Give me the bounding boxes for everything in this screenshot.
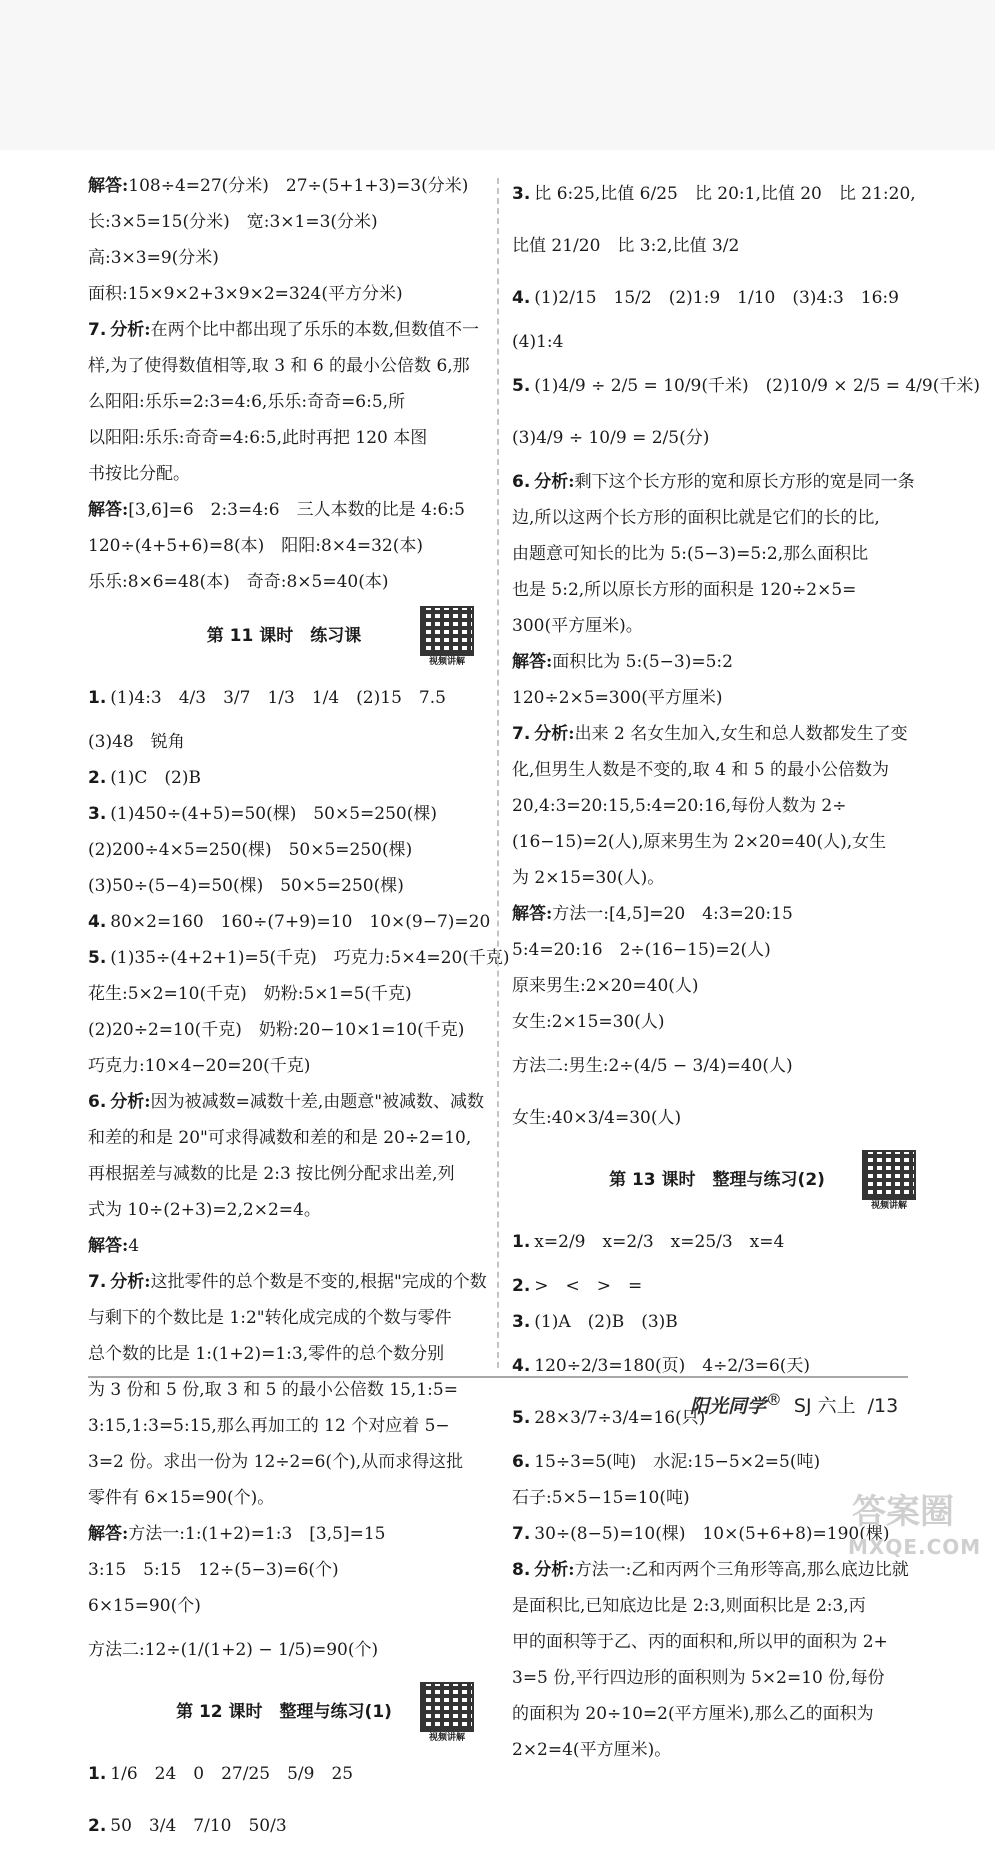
answer-line — [512, 1268, 922, 1304]
answer-line — [512, 1216, 922, 1268]
answer-text: 1/6 24 0 27/25 5/9 25 — [110, 1764, 354, 1784]
answer-text: 女生:40×3/4=30(人) — [512, 1108, 682, 1128]
answer-text: 么阳阳:乐乐=2:3=4:6,乐乐:奇奇=6:5,所 — [88, 392, 406, 412]
answer-label: 分析: — [110, 1272, 151, 1292]
answer-line — [88, 1748, 480, 1800]
answer-text: 剩下这个长方形的宽和原长方形的宽是同一条 — [574, 472, 915, 492]
answer-line — [88, 796, 480, 832]
answer-text: 方法二:男生:2÷(4/5 − 3/4)=40(人) — [512, 1056, 793, 1076]
answer-line — [512, 1624, 922, 1660]
qr-code — [418, 606, 476, 668]
answer-line — [88, 1552, 480, 1588]
answer-text: 方法二:12÷(1/(1+2) − 1/5)=90(个) — [88, 1640, 379, 1660]
answer-text: 乐乐:8×6=48(本) 奇奇:8×5=40(本) — [88, 572, 389, 592]
answer-line — [512, 536, 922, 572]
answer-line — [88, 760, 480, 796]
answer-line — [512, 1660, 922, 1696]
left-column — [88, 168, 510, 1852]
answer-text: (1)4:3 4/3 3/7 1/3 1/4 (2)15 7.5 — [110, 688, 446, 708]
answer-text: 由题意可知长的比为 5:(5−3)=5:2,那么面积比 — [512, 544, 869, 564]
answer-line — [88, 1120, 480, 1156]
question-number: 7. — [512, 724, 531, 744]
answer-line — [512, 360, 980, 412]
answer-text: 比值 21/20 比 3:2,比值 3/2 — [512, 236, 740, 256]
answer-text: 3=5 份,平行四边形的面积则为 5×2=10 份,每份 — [512, 1668, 885, 1688]
answer-text: 5:4=20:16 2÷(16−15)=2(人) — [512, 940, 771, 960]
answer-label: 分析: — [534, 1560, 575, 1580]
lesson-header — [512, 1150, 922, 1210]
answer-line — [512, 716, 922, 752]
answer-line — [88, 724, 480, 760]
answer-text: 再根据差与减数的比是 2:3 按比例分配求出差,列 — [88, 1164, 455, 1184]
answer-text: 原来男生:2×20=40(人) — [512, 976, 699, 996]
answer-line — [88, 564, 480, 600]
answer-line — [512, 1040, 922, 1092]
page-number: /13 — [867, 1395, 899, 1418]
answer-label: 分析: — [110, 320, 151, 340]
qr-caption: 视频讲解 — [870, 1201, 907, 1211]
answer-text: 108÷4=27(分米) 27÷(5+1+3)=3(分米) — [128, 176, 469, 196]
answer-line — [88, 940, 510, 976]
answer-text: 15÷3=5(吨) 水泥:15−5×2=5(吨) — [534, 1452, 821, 1472]
answer-text: 书按比分配。 — [88, 464, 190, 484]
answer-text: 120÷(4+5+6)=8(本) 阳阳:8×4=32(本) — [88, 536, 423, 556]
answer-line — [88, 832, 480, 868]
answer-text: 巧克力:10×4−20=20(千克) — [88, 1056, 311, 1076]
answer-line — [512, 644, 922, 680]
qr-code-icon — [862, 1150, 916, 1200]
question-number: 1. — [88, 688, 107, 708]
answer-text: 和差的和是 20"可求得减数和差的和是 20÷2=10, — [88, 1128, 472, 1148]
answer-line — [512, 824, 922, 860]
answer-line — [88, 348, 480, 384]
answer-text: 以阳阳:乐乐:奇奇=4:6:5,此时再把 120 本图 — [88, 428, 428, 448]
answer-line — [512, 464, 922, 500]
answer-text: 30÷(8−5)=10(棵) 10×(5+6+8)=190(棵) — [534, 1524, 890, 1544]
answer-text: 这批零件的总个数是不变的,根据"完成的个数 — [150, 1272, 487, 1292]
registered-mark: ® — [766, 1390, 782, 1409]
answer-line — [88, 168, 480, 204]
answer-text: 方法一:乙和丙两个三角形等高,那么底边比就 — [574, 1560, 909, 1580]
answer-text: [3,6]=6 2:3=4:6 三人本数的比是 4:6:5 — [128, 500, 465, 520]
answer-line — [512, 680, 922, 716]
answer-label: 解答: — [512, 652, 553, 672]
question-number: 3. — [512, 184, 531, 204]
edition-tag: SJ 六上 — [793, 1395, 856, 1418]
answer-text: 比 6:25,比值 6/25 比 20:1,比值 20 比 21:20, — [534, 184, 916, 204]
site-watermark — [848, 1490, 982, 1560]
qr-code — [418, 1682, 476, 1744]
qr-code-icon — [420, 1682, 474, 1732]
question-number: 7. — [88, 320, 107, 340]
answer-line — [88, 1264, 487, 1300]
answer-line — [88, 1444, 480, 1480]
question-number: 2. — [88, 1816, 107, 1836]
answer-text: 6×15=90(个) — [88, 1596, 201, 1616]
answer-text: 在两个比中都出现了乐乐的本数,但数值不一 — [150, 320, 479, 340]
answer-line — [512, 220, 922, 272]
answer-text: (3)4/9 ÷ 10/9 = 2/5(分) — [512, 428, 710, 448]
answer-line — [512, 932, 922, 968]
answer-line — [512, 1092, 922, 1144]
answer-text: (16−15)=2(人),原来男生为 2×20=40(人),女生 — [512, 832, 887, 852]
page-top-margin — [0, 0, 995, 150]
answer-text: (3)48 锐角 — [88, 732, 185, 752]
watermark-logo: 答案圈 — [852, 1492, 954, 1532]
question-number: 8. — [512, 1560, 531, 1580]
answer-line — [512, 968, 922, 1004]
answer-text: 总个数的比是 1:(1+2)=1:3,零件的总个数分别 — [88, 1344, 445, 1364]
answer-text: 与剩下的个数比是 1:2"转化成完成的个数与零件 — [88, 1308, 452, 1328]
answer-label: 分析: — [534, 724, 575, 744]
answer-label: 解答: — [88, 1524, 129, 1544]
answer-line — [512, 168, 922, 220]
answer-text: 因为被减数=减数十差,由题意"被减数、减数 — [150, 1092, 485, 1112]
answer-text: 的面积为 20÷10=2(平方厘米),那么乙的面积为 — [512, 1704, 874, 1724]
answer-line — [512, 1696, 922, 1732]
answer-line — [88, 528, 480, 564]
answer-line — [512, 500, 922, 536]
question-number: 6. — [88, 1092, 107, 1112]
answer-text: 为 2×15=30(人)。 — [512, 868, 665, 888]
answer-line — [88, 420, 480, 456]
answer-text: 也是 5:2,所以原长方形的面积是 120÷2×5= — [512, 580, 857, 600]
answer-line — [512, 1340, 922, 1392]
question-number: 5. — [88, 948, 107, 968]
answer-line — [88, 672, 480, 724]
qr-code — [860, 1150, 918, 1212]
answer-line — [88, 1300, 480, 1336]
question-number: 7. — [512, 1524, 531, 1544]
watermark-url: MXQE.COM — [848, 1535, 982, 1559]
answer-text: 式为 10÷(2+3)=2,2×2=4。 — [88, 1200, 321, 1220]
answer-line — [88, 1012, 480, 1048]
answer-label: 解答: — [88, 500, 129, 520]
answer-line — [88, 1624, 480, 1676]
answer-text: (1)C (2)B — [110, 768, 201, 788]
answer-text: 3:15 5:15 12÷(5−3)=6(个) — [88, 1560, 339, 1580]
answer-line — [512, 1588, 922, 1624]
answer-line — [88, 1192, 480, 1228]
answer-line — [88, 1480, 480, 1516]
answer-text: 方法一:[4,5]=20 4:3=20:15 — [552, 904, 793, 924]
answer-line — [512, 1304, 922, 1340]
answer-text: 出来 2 名女生加入,女生和总人数都发生了变 — [574, 724, 908, 744]
answer-line — [88, 868, 480, 904]
question-number: 4. — [88, 912, 107, 932]
answer-text: (4)1:4 — [512, 332, 564, 352]
answer-line — [88, 492, 480, 528]
qr-caption: 视频讲解 — [428, 1733, 465, 1743]
question-number: 3. — [88, 804, 107, 824]
answer-line — [512, 860, 922, 896]
answer-line — [88, 1588, 480, 1624]
question-number: 1. — [88, 1764, 107, 1784]
answer-line — [512, 752, 922, 788]
answer-text: 零件有 6×15=90(个)。 — [88, 1488, 275, 1508]
answer-line — [512, 1444, 922, 1480]
answer-line — [512, 1004, 922, 1040]
answer-line — [512, 788, 922, 824]
answer-line — [512, 896, 922, 932]
answer-line — [88, 312, 480, 348]
answer-text: 是面积比,已知底边比是 2:3,则面积比是 2:3,丙 — [512, 1596, 866, 1616]
answer-text: 20,4:3=20:15,5:4=20:16,每份人数为 2÷ — [512, 796, 847, 816]
answer-line — [512, 272, 922, 324]
answer-text: 面积:15×9×2+3×9×2=324(平方分米) — [88, 284, 403, 304]
answer-line — [512, 1732, 922, 1768]
answer-line — [88, 1156, 480, 1192]
answer-line — [88, 1048, 480, 1084]
answer-text: 3=2 份。求出一份为 12÷2=6(个),从而求得这批 — [88, 1452, 464, 1472]
answer-text: 120÷2/3=180(页) 4÷2/3=6(天) — [534, 1356, 811, 1376]
answer-line — [88, 384, 480, 420]
question-number: 2. — [512, 1276, 531, 1296]
question-number: 6. — [512, 472, 531, 492]
question-number: 5. — [512, 376, 531, 396]
answer-text: 2×2=4(平方厘米)。 — [512, 1740, 672, 1760]
answer-text: (1)450÷(4+5)=50(棵) 50×5=250(棵) — [110, 804, 437, 824]
answer-text: 女生:2×15=30(人) — [512, 1012, 665, 1032]
answer-text: (3)50÷(5−4)=50(棵) 50×5=250(棵) — [88, 876, 404, 896]
qr-code-icon — [420, 606, 474, 656]
answer-line — [512, 412, 922, 464]
answer-text: 石子:5×5−15=10(吨) — [512, 1488, 690, 1508]
answer-line — [88, 1516, 480, 1552]
answer-text: 为 3 份和 5 份,取 3 和 5 的最小公倍数 15,1:5= — [88, 1380, 458, 1400]
lesson-title: 第 12 课时 整理与练习(1) — [176, 1702, 392, 1722]
answer-line — [88, 976, 480, 1012]
lesson-title: 第 13 课时 整理与练习(2) — [609, 1170, 825, 1190]
footer-rule — [88, 1376, 908, 1378]
answer-line — [88, 276, 480, 312]
answer-line — [88, 204, 480, 240]
answer-text: (1)4/9 ÷ 2/5 = 10/9(千米) (2)10/9 × 2/5 = 4/9(千米) — [534, 376, 980, 396]
footer-brand — [690, 1390, 898, 1418]
answer-label: 分析: — [110, 1092, 151, 1112]
answer-text: 80×2=160 160÷(7+9)=10 10×(9−7)=20 — [110, 912, 491, 932]
answer-line — [88, 1800, 480, 1852]
answer-text: 300(平方厘米)。 — [512, 616, 643, 636]
answer-line — [88, 456, 480, 492]
lesson-title: 第 11 课时 练习课 — [206, 626, 362, 646]
question-number: 1. — [512, 1232, 531, 1252]
question-number: 2. — [88, 768, 107, 788]
answer-text: 甲的面积等于乙、丙的面积和,所以甲的面积为 2+ — [512, 1632, 888, 1652]
answer-label: 解答: — [88, 1236, 129, 1256]
answer-line — [512, 572, 922, 608]
answer-line — [88, 1408, 480, 1444]
question-number: 4. — [512, 288, 531, 308]
question-number: 5. — [512, 1408, 531, 1428]
answer-text: x=2/9 x=2/3 x=25/3 x=4 — [534, 1232, 785, 1252]
qr-caption: 视频讲解 — [428, 657, 465, 667]
answer-line — [88, 240, 480, 276]
question-number: 4. — [512, 1356, 531, 1376]
lesson-header — [88, 1682, 480, 1742]
answer-line — [88, 1336, 480, 1372]
answer-text: 高:3×3=9(分米) — [88, 248, 219, 268]
answer-text: (2)200÷4×5=250(棵) 50×5=250(棵) — [88, 840, 413, 860]
answer-text: 4 — [128, 1236, 140, 1256]
answer-text: 花生:5×2=10(千克) 奶粉:5×1=5(千克) — [88, 984, 412, 1004]
lesson-header — [88, 606, 480, 666]
answer-text: 样,为了使得数值相等,取 3 和 6 的最小公倍数 6,那 — [88, 356, 470, 376]
question-number: 3. — [512, 1312, 531, 1332]
answer-line — [88, 1084, 485, 1120]
answer-text: 28×3/7÷3/4=16(只) — [534, 1408, 706, 1428]
answer-text: 面积比为 5:(5−3)=5:2 — [552, 652, 733, 672]
answer-line — [88, 1228, 480, 1264]
answer-text: 化,但男生人数是不变的,取 4 和 5 的最小公倍数为 — [512, 760, 890, 780]
answer-text: 长:3×5=15(分米) 宽:3×1=3(分米) — [88, 212, 378, 232]
answer-text: 50 3/4 7/10 50/3 — [110, 1816, 287, 1836]
question-number: 6. — [512, 1452, 531, 1472]
answer-label: 分析: — [534, 472, 575, 492]
answer-line — [512, 324, 922, 360]
answer-text: (1)A (2)B (3)B — [534, 1312, 678, 1332]
answer-text: 120÷2×5=300(平方厘米) — [512, 688, 723, 708]
answer-text: 边,所以这两个长方形的面积比就是它们的长的比, — [512, 508, 880, 528]
answer-text: 方法一:1:(1+2)=1:3 [3,5]=15 — [128, 1524, 386, 1544]
answer-text: (2)20÷2=10(千克) 奶粉:20−10×1=10(千克) — [88, 1020, 465, 1040]
answer-text: > < > = — [534, 1276, 643, 1296]
answer-text: (1)35÷(4+2+1)=5(千克) 巧克力:5×4=20(千克) — [110, 948, 510, 968]
answer-text: 3:15,1:3=5:15,那么再加工的 12 个对应着 5− — [88, 1416, 450, 1436]
column-divider — [497, 178, 499, 1368]
answer-label: 解答: — [88, 176, 129, 196]
answer-text: (1)2/15 15/2 (2)1:9 1/10 (3)4:3 16:9 — [534, 288, 899, 308]
question-number: 7. — [88, 1272, 107, 1292]
answer-line — [88, 904, 491, 940]
answer-label: 解答: — [512, 904, 553, 924]
brand-logo: 阳光同学 — [690, 1395, 767, 1418]
answer-line — [512, 608, 922, 644]
